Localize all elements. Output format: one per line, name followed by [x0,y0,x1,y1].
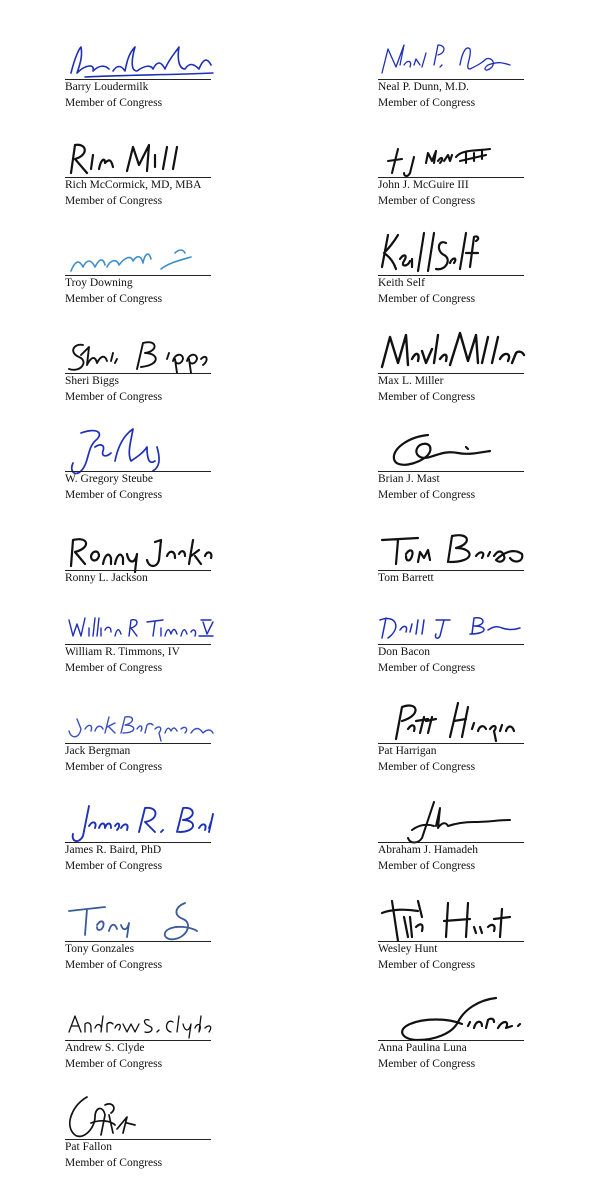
signer-name: James R. Baird, PhD [65,844,162,856]
handwritten-signature [65,133,215,181]
handwritten-signature [378,35,528,83]
signer-title: Member of Congress [65,860,163,872]
signer-name: Jack Bergman [65,745,131,757]
handwritten-signature [65,329,215,377]
signer-name: Anna Paulina Luna [378,1042,467,1054]
signer-name: Pat Harrigan [378,745,437,757]
signer-title: Member of Congress [378,489,476,501]
signer-title: Member of Congress [378,761,476,773]
signer-name: William R. Timmons, IV [65,646,180,658]
signature-block-troy-downing [65,231,215,305]
signature-block-jack-bergman [65,699,215,773]
signer-title: Member of Congress [65,391,163,403]
signer-title: Member of Congress [65,293,163,305]
signer-name: Tony Gonzales [65,943,135,955]
signer-name: W. Gregory Steube [65,473,154,485]
signature-block-pat-harrigan [378,699,528,773]
signature-block-pat-fallon [65,1095,215,1169]
handwritten-signature [65,35,215,83]
signer-name: Rich McCormick, MD, MBA [65,179,202,191]
handwritten-signature [378,427,528,475]
handwritten-signature [378,133,528,181]
handwritten-signature [65,699,215,747]
signer-name: Brian J. Mast [378,473,440,485]
signer-name: Neal P. Dunn, M.D. [378,81,470,93]
signer-title: Member of Congress [378,662,476,674]
signature-block-w-gregory-steube [65,427,215,501]
signer-name: Abraham J. Hamadeh [378,844,478,856]
signer-name: Wesley Hunt [378,943,438,955]
signer-title: Member of Congress [65,959,163,971]
signer-title: Member of Congress [65,761,163,773]
signer-name: Troy Downing [65,277,133,289]
handwritten-signature [65,897,215,945]
signature-block-ronny-jackson [65,526,215,596]
signer-name: Barry Loudermilk [65,81,149,93]
signer-name: Andrew S. Clyde [65,1042,145,1054]
signer-title: Member of Congress [378,860,476,872]
handwritten-signature [378,231,528,279]
signature-block-don-bacon [378,600,528,674]
signer-name: Ronny L. Jackson [65,572,148,584]
handwritten-signature [65,231,215,279]
signature-block-anna-paulina-luna [378,996,528,1070]
signer-title: Member of Congress [65,1058,163,1070]
signature-block-keith-self [378,231,528,305]
signer-name: Sheri Biggs [65,375,119,387]
signature-block-wesley-hunt [378,897,528,971]
signer-title: Member of Congress [65,489,163,501]
signer-title: Member of Congress [378,293,476,305]
signature-block-john-mcguire [378,133,528,207]
signer-title: Member of Congress [378,1058,476,1070]
signature-block-brian-mast [378,427,528,501]
signature-block-max-miller [378,329,528,403]
signer-title: Member of Congress [65,1157,163,1169]
signature-block-james-baird [65,798,215,872]
signer-title: Member of Congress [378,97,476,109]
handwritten-signature [65,427,215,475]
handwritten-signature [65,600,215,648]
signer-name: Tom Barrett [378,572,434,584]
signer-title: Member of Congress [65,662,163,674]
handwritten-signature [378,600,528,648]
signature-block-sheri-biggs [65,329,215,403]
signer-name: Pat Fallon [65,1141,112,1153]
signer-name: Don Bacon [378,646,431,658]
handwritten-signature [378,996,528,1044]
signature-block-andrew-clyde [65,996,215,1070]
signer-title: Member of Congress [65,195,163,207]
handwritten-signature [65,526,215,574]
signer-name: Keith Self [378,277,425,289]
signature-block-rich-mccormick [65,133,215,207]
signature-block-barry-loudermilk [65,35,215,109]
handwritten-signature [378,329,528,377]
signer-title: Member of Congress [378,959,476,971]
signer-name: John J. McGuire III [378,179,469,191]
handwritten-signature [65,798,215,846]
handwritten-signature [65,1095,215,1143]
handwritten-signature [378,798,528,846]
signer-title: Member of Congress [378,391,476,403]
signature-block-william-timmons [65,600,215,674]
signature-block-abraham-hamadeh [378,798,528,872]
signer-title: Member of Congress [65,97,163,109]
signer-name: Max L. Miller [378,375,444,387]
handwritten-signature [65,996,215,1044]
signer-title: Member of Congress [378,195,476,207]
handwritten-signature [378,699,528,747]
signature-block-tom-barrett [378,526,528,596]
signature-block-tony-gonzales [65,897,215,971]
signature-block-neal-dunn [378,35,528,109]
handwritten-signature [378,897,528,945]
handwritten-signature [378,526,528,574]
